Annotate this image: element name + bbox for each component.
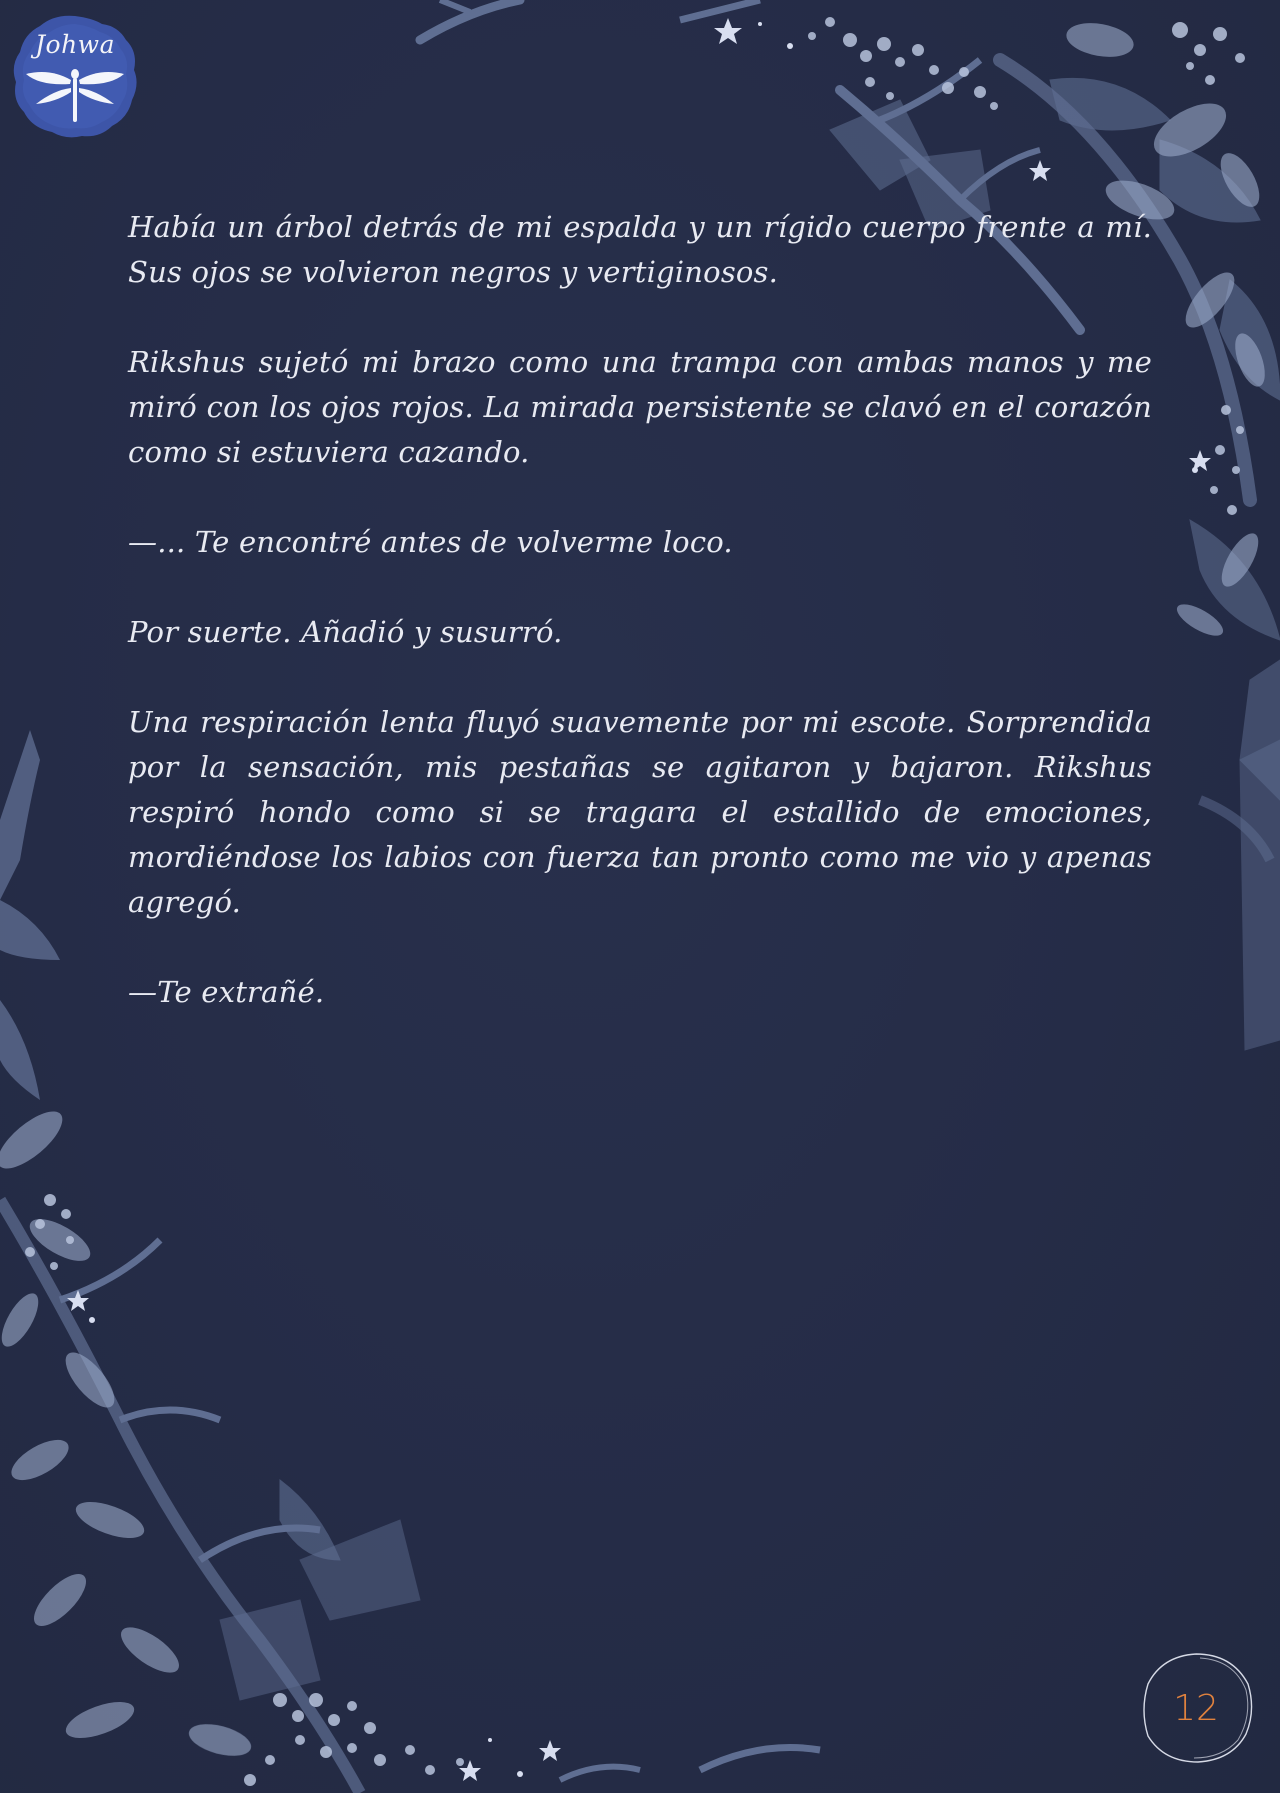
left-foliage	[0, 730, 60, 1100]
page-number	[1138, 1650, 1254, 1766]
page-number-text: 12	[1173, 1688, 1219, 1729]
johwa-logo	[10, 12, 140, 142]
paragraph: Rikshus sujetó mi brazo como una trampa con ambas manos y me miró con los ojos rojos. La mirada persistente se clavó en el corazón como si estuviera cazando.	[128, 345, 1152, 469]
paragraph: Una respiración lenta fluyó suavemente por mi escote. Sorprendida por la sensación, mis pestañas se agitaron y bajaron. Rikshus respiró hondo como si se tragara el estallido de emociones, mordiéndose los labios con fuerza tan pronto como me vio y apenas agregó.	[128, 705, 1152, 919]
paragraph: Por suerte. Añadió y susurró.	[128, 615, 563, 649]
paragraph: —... Te encontré antes de volverme loco.	[128, 525, 733, 559]
logo-text: Johwa	[35, 30, 115, 59]
story-text	[128, 205, 1152, 1060]
paragraph: —Te extrañé.	[128, 975, 325, 1009]
paragraph: Había un árbol detrás de mi espalda y un rígido cuerpo frente a mí. Sus ojos se volvieron negros y vertiginosos.	[128, 210, 1152, 289]
